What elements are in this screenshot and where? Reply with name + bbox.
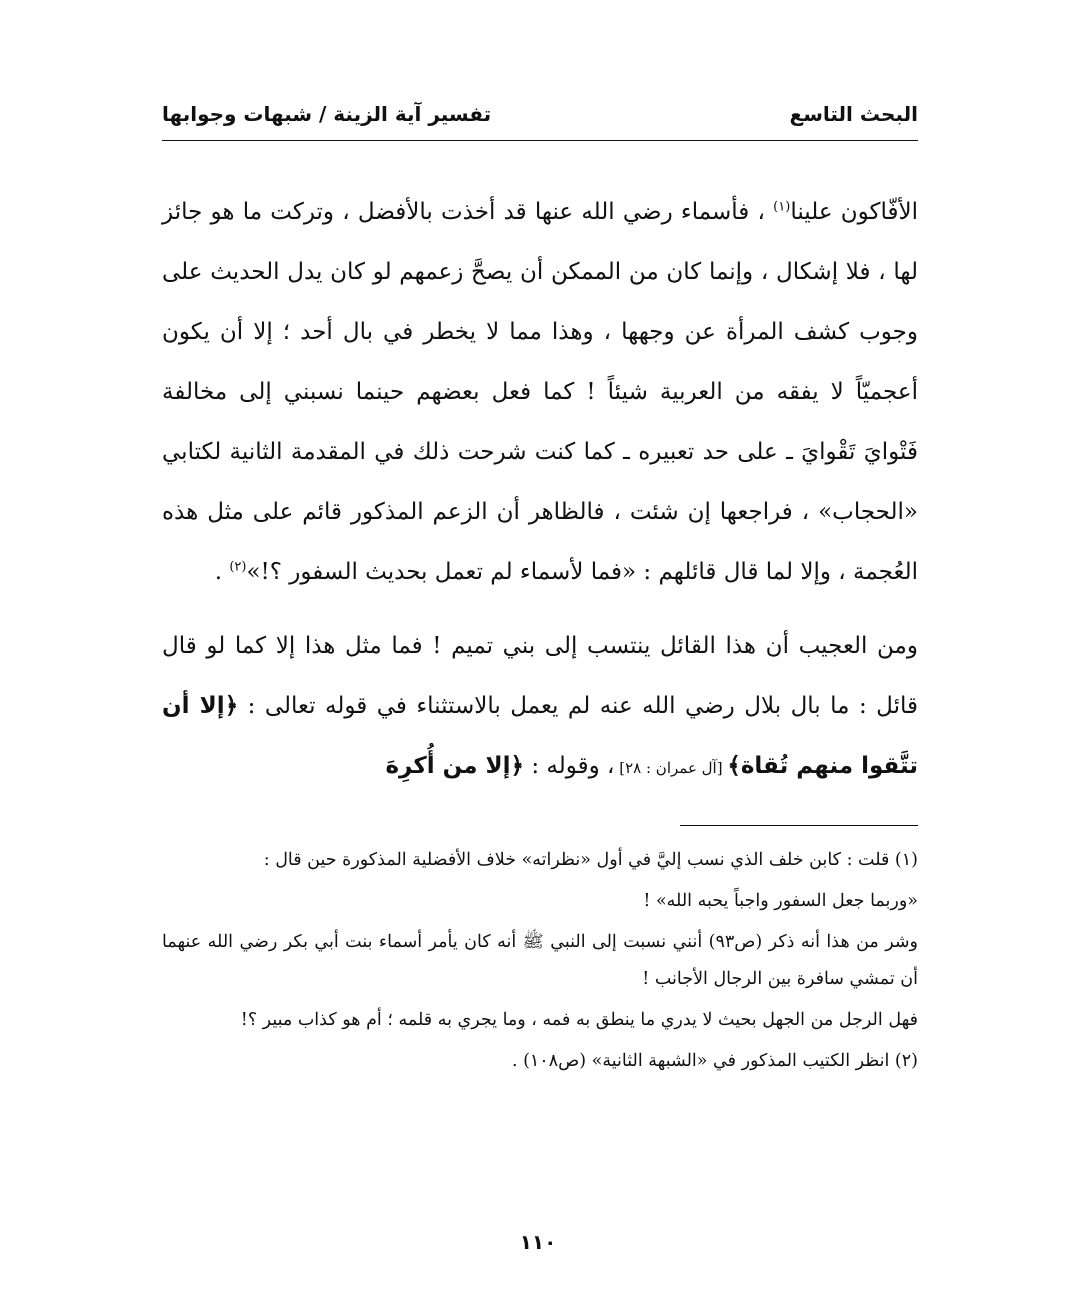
footnote-marker-2[interactable]: (٢)	[229, 559, 247, 575]
chapter-label: البحث التاسع	[789, 102, 918, 126]
verse-reference: [آل عمران : ٢٨]	[614, 759, 728, 777]
running-header	[162, 94, 918, 134]
footnotes	[162, 842, 918, 1084]
footnote-divider	[680, 825, 918, 826]
footnote-1-quote: «وربما جعل السفور واجباً يحبه الله» !	[643, 891, 918, 911]
paragraph-2: ومن العجيب أن هذا القائل ينتسب إلى بني تميم ! فما مثل هذا إلا كما لو قال قائل : ما بال بلال رضي الله عنه لم يعمل بالاستثناء في قوله تعالى : ﴿إلا أن تتَّقوا منهم تُقاة﴾ [آل عمران : ٢٨] ، وقوله : ﴿إلا من أُكرِهَ	[162, 633, 918, 779]
footnote-1-continuation: وشر من هذا أنه ذكر (ص٩٣) أنني نسبت إلى النبي ﷺ أنه كان يأمر أسماء بنت أبي بكر رضي الله عنهما أن تمشي سافرة بين الرجال الأجانب !	[162, 932, 918, 989]
quran-verse-2: ﴿إلا من أُكرِهَ	[385, 753, 525, 779]
page-number: ١١٠	[519, 1230, 557, 1254]
footnote-2: (٢) انظر الكتيب المذكور في «الشبهة الثانية» (ص١٠٨) .	[511, 1051, 918, 1071]
header-title: تفسير آية الزينة / شبهات وجوابها	[162, 102, 492, 126]
footnote-marker-1[interactable]: (١)	[773, 199, 791, 215]
footnote-1-intro: (١) قلت : كابن خلف الذي نسب إليَّ في أول «نظراته» خلاف الأفضلية المذكورة حين قال :	[263, 850, 918, 870]
quran-verse-1: ﴿إلا أن تتَّقوا منهم تُقاة﴾	[162, 693, 918, 779]
footnote-1-question: فهل الرجل من الجهل بحيث لا يدري ما ينطق به فمه ، وما يجري به قلمه ؛ أم هو كذاب مبير ؟!	[240, 1010, 918, 1030]
header-divider	[162, 140, 918, 141]
main-text	[162, 182, 918, 798]
paragraph-1: الأفّاكون علينا$^{(١)}$ ، فأسماء رضي الله عنها قد أخذت بالأفضل ، وتركت ما هو جائز لها ، فلا إشكال ، وإنما كان من الممكن أن يصحَّ زعمهم لو كان يدل الحديث على وجوب كشف المرأة عن وجهها ، وهذا مما لا يخطر في بال أحد ؛ إلا أن يكون أعجميّاً لا يفقه من العربية شيئاً ! كما فعل بعضهم حينما نسبني إلى مخالفة فَتْوايَ تَقْوايَ ـ على حد تعبيره ـ كما كنت شرحت ذلك في المقدمة الثانية لكتابي «الحجاب» ، فراجعها إن شئت ، فالظاهر أن الزعم المذكور قائم على مثل هذه العُجمة ، وإلا لما قال قائلهم : «فما لأسماء لم تعمل بحديث السفور ؟!»$^{(٢)}$ .	[162, 199, 918, 585]
